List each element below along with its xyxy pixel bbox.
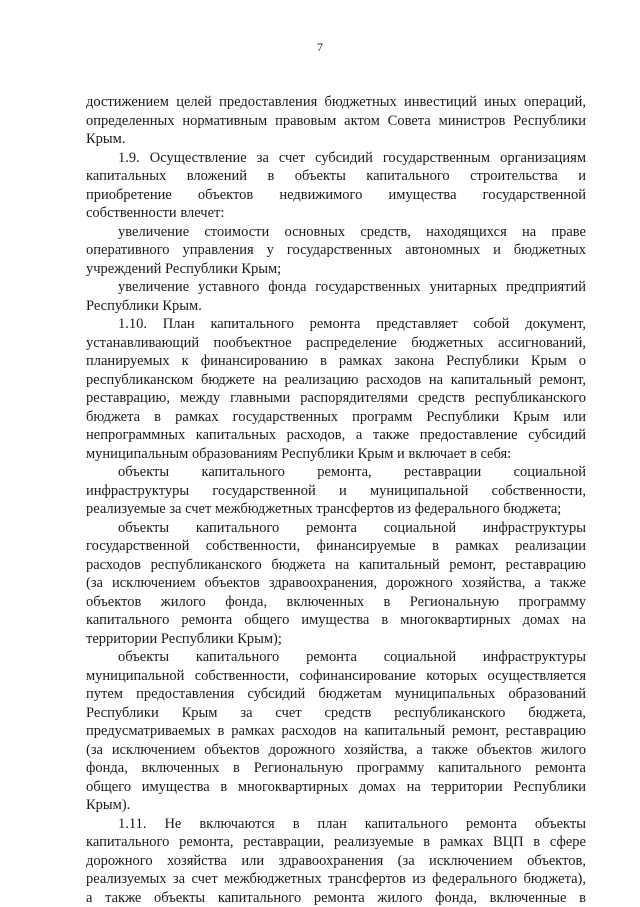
text-line: фонда, включенных в Региональную программу капитального ремонта	[86, 759, 586, 778]
text-line: предусматриваемых в рамках расходов на капитальный ремонт, реставрацию	[86, 722, 586, 741]
text-line: а также объекты капитального ремонта жилого фонда, включенные в	[86, 889, 586, 907]
text-line: муниципальной собственности, софинансирование которых осуществляется	[86, 667, 586, 686]
text-line: расходов республиканского бюджета на капитальный ремонт, реставрацию	[86, 556, 586, 575]
text-line: увеличение уставного фонда государственных унитарных предприятий	[86, 278, 586, 297]
text-line: муниципальным образованиям Республики Крым и включает в себя:	[86, 445, 586, 464]
document-body	[86, 93, 586, 907]
text-line: Крым.	[86, 130, 586, 149]
text-line: определенных нормативным правовым актом Совета министров Республики	[86, 112, 586, 131]
text-line: планируемых к финансированию в рамках закона Республики Крым о	[86, 352, 586, 371]
text-line: увеличение стоимости основных средств, находящихся на праве	[86, 223, 586, 242]
page-number: 7	[0, 40, 640, 54]
text-line: Крым).	[86, 796, 586, 815]
text-line: общего имущества в многоквартирных домах на территории Республики	[86, 778, 586, 797]
text-line: капитального ремонта, реставрации, реализуемые в рамках ВЦП в сфере	[86, 833, 586, 852]
text-line: дорожного хозяйства или здравоохранения (за исключением объектов,	[86, 852, 586, 871]
text-line: объекты капитального ремонта социальной инфраструктуры	[86, 648, 586, 667]
text-line: Республики Крым.	[86, 297, 586, 316]
text-line: реализуемые за счет межбюджетных трансфертов из федерального бюджета;	[86, 500, 586, 519]
text-line: устанавливающий пообъектное распределение бюджетных ассигнований,	[86, 334, 586, 353]
text-line: (за исключением объектов здравоохранения, дорожного хозяйства, а также	[86, 574, 586, 593]
text-line: приобретение объектов недвижимого имущества государственной	[86, 186, 586, 205]
text-line: инфраструктуры государственной и муниципальной собственности,	[86, 482, 586, 501]
text-line: (за исключением объектов дорожного хозяйства, а также объектов жилого	[86, 741, 586, 760]
text-line: государственной собственности, финансируемые в рамках реализации	[86, 537, 586, 556]
text-line: 1.11. Не включаются в план капитального ремонта объекты	[86, 815, 586, 834]
text-line: реализуемых за счет межбюджетных трансфертов из федерального бюджета),	[86, 870, 586, 889]
text-line: путем предоставления субсидий бюджетам муниципальных образований	[86, 685, 586, 704]
text-line: республиканском бюджете на реализацию расходов на капитальный ремонт,	[86, 371, 586, 390]
text-line: непрограммных капитальных расходов, а также предоставление субсидий	[86, 426, 586, 445]
text-line: территории Республики Крым);	[86, 630, 586, 649]
text-line: объекты капитального ремонта социальной инфраструктуры	[86, 519, 586, 538]
text-line: капитальных вложений в объекты капитального строительства и	[86, 167, 586, 186]
text-line: собственности влечет:	[86, 204, 586, 223]
text-line: объектов жилого фонда, включенных в Региональную программу	[86, 593, 586, 612]
text-line: учреждений Республики Крым;	[86, 260, 586, 279]
text-line: 1.9. Осуществление за счет субсидий государственным организациям	[86, 149, 586, 168]
text-line: реставрацию, между главными распорядителями средств республиканского	[86, 389, 586, 408]
text-line: бюджета в рамках государственных программ Республики Крым или	[86, 408, 586, 427]
text-line: достижением целей предоставления бюджетных инвестиций иных операций,	[86, 93, 586, 112]
text-line: оперативного управления у государственных автономных и бюджетных	[86, 241, 586, 260]
text-line: Республики Крым за счет средств республиканского бюджета,	[86, 704, 586, 723]
text-line: капитального ремонта общего имущества в многоквартирных домах на	[86, 611, 586, 630]
text-line: 1.10. План капитального ремонта представляет собой документ,	[86, 315, 586, 334]
text-line: объекты капитального ремонта, реставрации социальной	[86, 463, 586, 482]
